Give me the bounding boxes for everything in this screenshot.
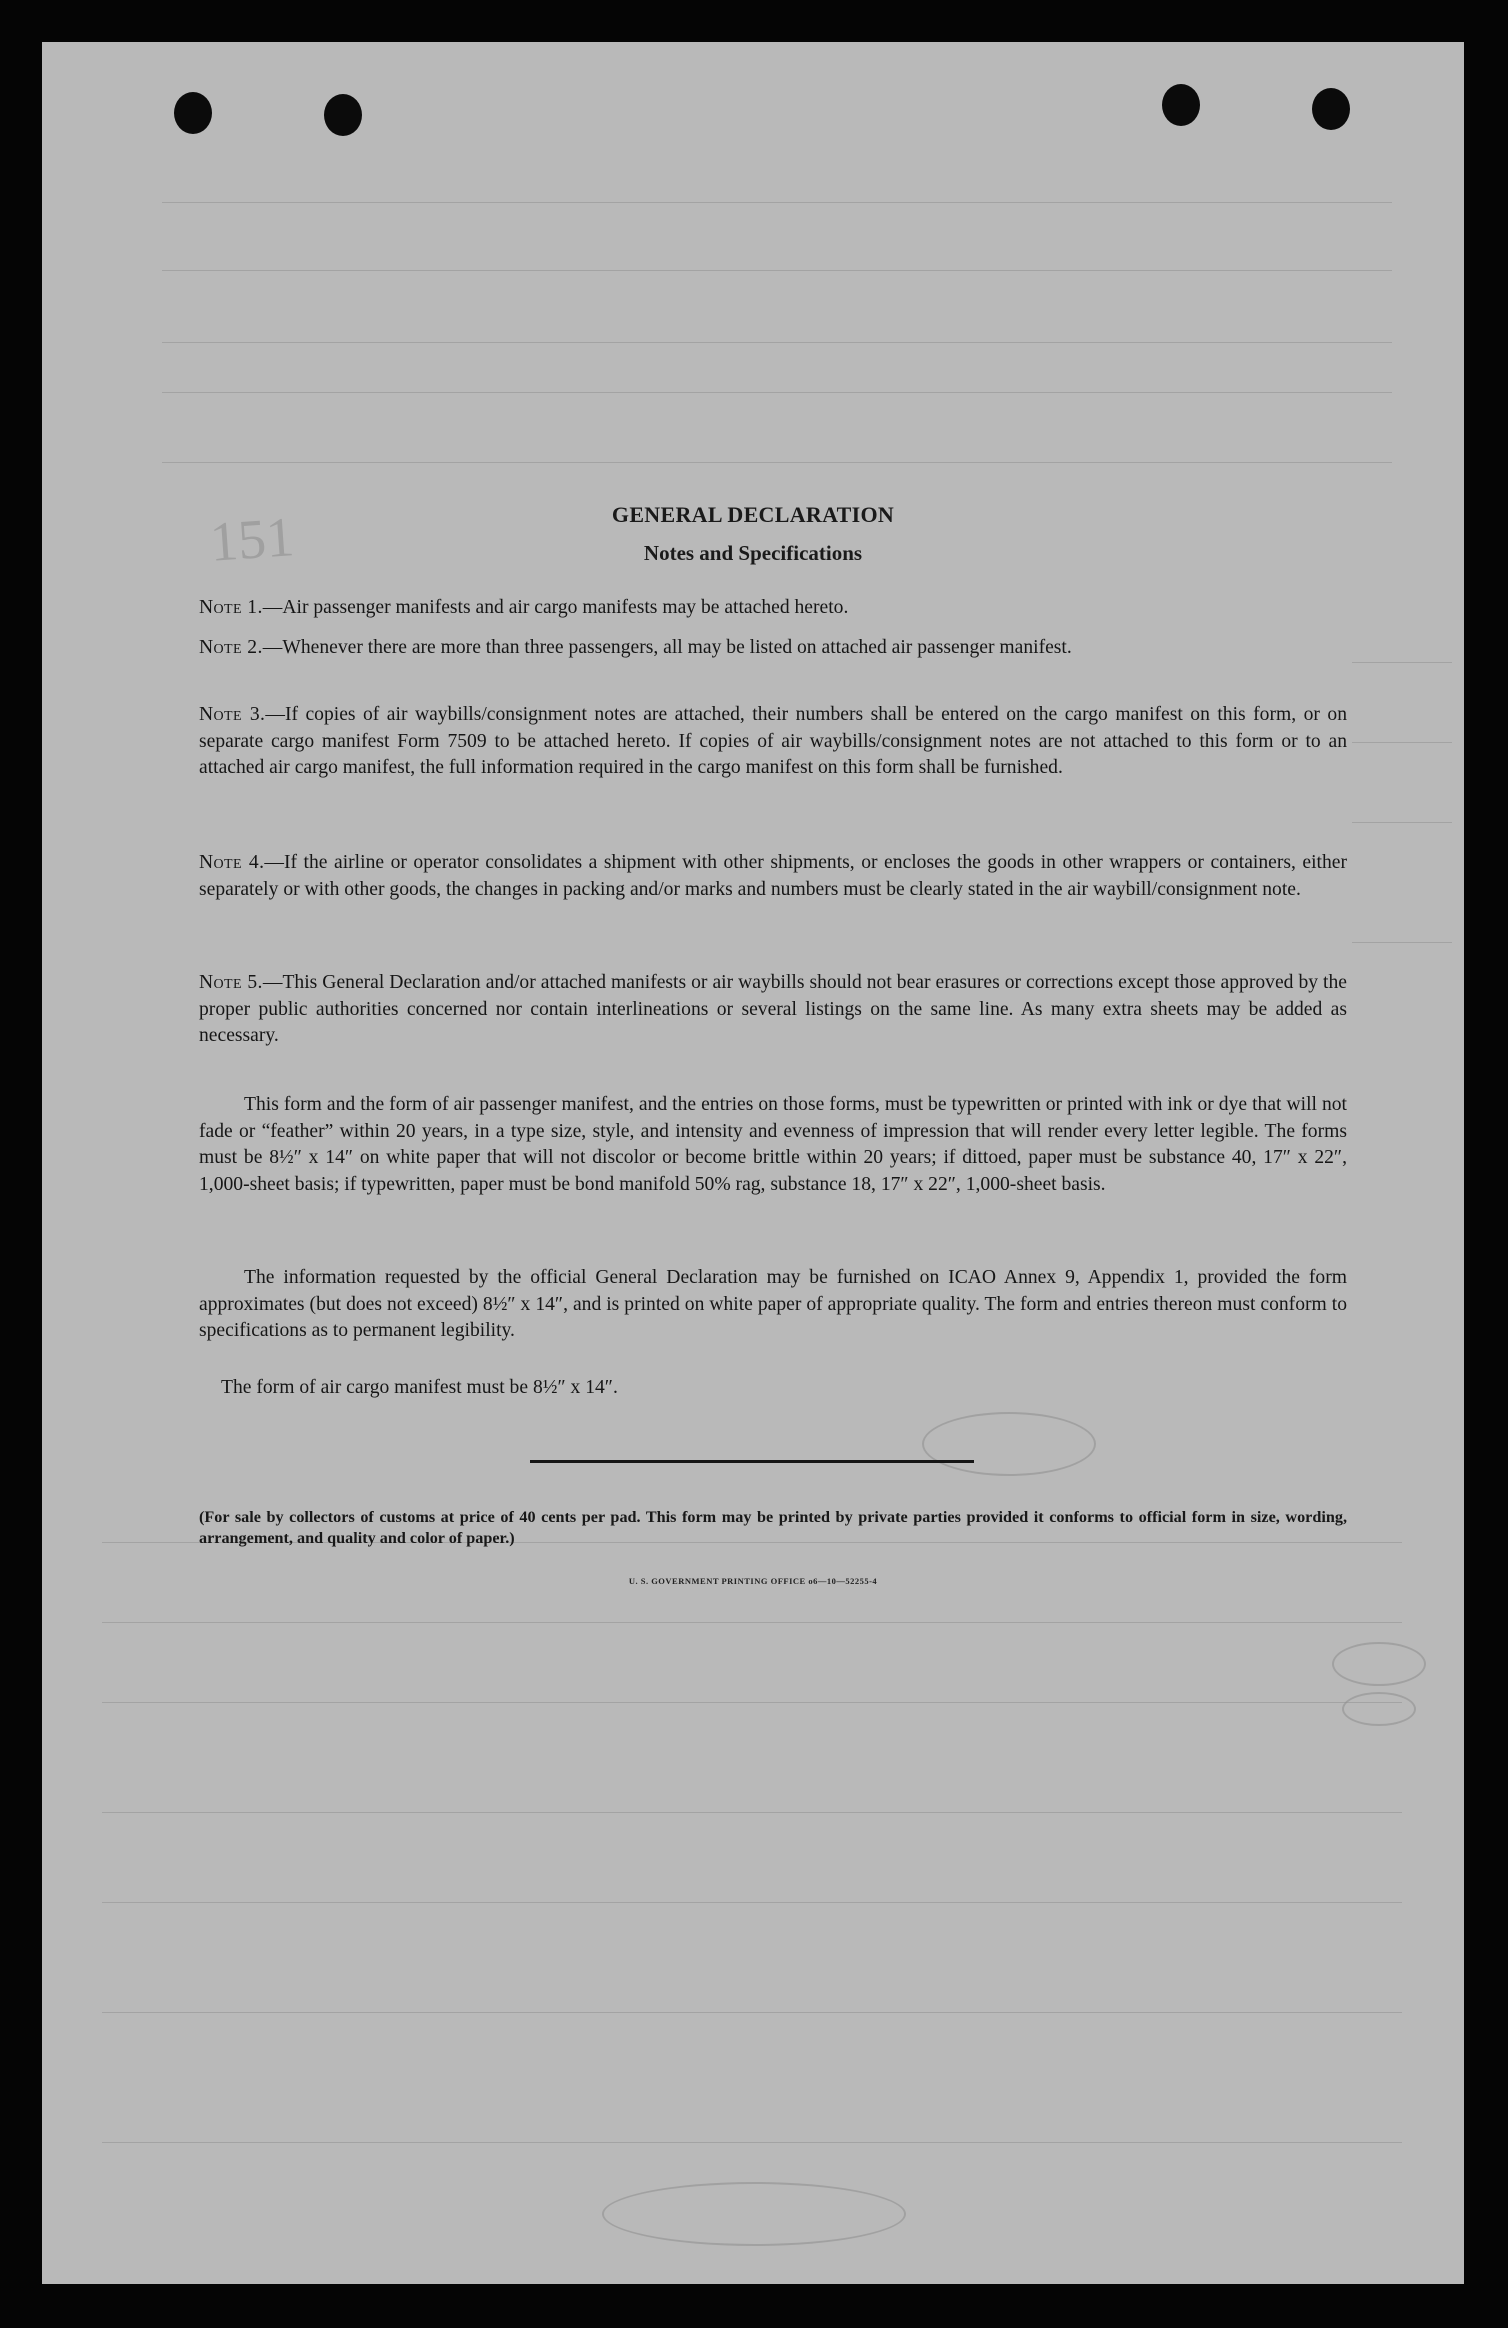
note-text: —Air passenger manifests and air cargo manifests may be attached hereto.	[262, 597, 849, 618]
note-text: —Whenever there are more than three passengers, all may be listed on attached air passenger manifest.	[262, 637, 1072, 658]
sale-note: (For sale by collectors of customs at price of 40 cents per pad. This form may be printed by private parties provided it conforms to official form in size, wording, arrangement, and quality and color of paper.)	[199, 1508, 1347, 1547]
punch-hole	[324, 94, 362, 136]
note-label: Note 5.	[199, 972, 263, 993]
note-label: Note 3.	[199, 704, 266, 725]
punch-hole	[1312, 88, 1350, 130]
document-sheet	[42, 42, 1464, 2284]
note-5	[199, 970, 1347, 1050]
note-1	[199, 595, 1347, 622]
cargo-manifest-size-paragraph: The form of air cargo manifest must be 8½″ x 14″.	[221, 1377, 618, 1398]
note-4	[199, 850, 1347, 903]
note-label: Note 2.	[199, 637, 263, 658]
note-text: —If copies of air waybills/consignment notes are attached, their numbers shall be entered on the cargo manifest on this form, or on separate cargo manifest Form 7509 to be attached hereto. If copies of air waybills/consignment notes are not attached to this form or to an attached air cargo manifest, the full information required in the cargo manifest on this form shall be furnished.	[199, 704, 1347, 778]
note-text: —If the airline or operator consolidates a shipment with other shipments, or encloses the goods in other wrappers or containers, either separately or with other goods, the changes in packing and/or marks and numbers must be clearly stated in the air waybill/consignment note.	[199, 852, 1347, 900]
note-3	[199, 702, 1347, 782]
printing-office-line: U. S. GOVERNMENT PRINTING OFFICE o6—10—52255-4	[628, 1576, 878, 1586]
page-title: GENERAL DECLARATION	[611, 502, 895, 527]
punch-hole	[1162, 84, 1200, 126]
note-label: Note 1.	[199, 597, 263, 618]
note-text: —This General Declaration and/or attached manifests or air waybills should not bear erasures or corrections except those approved by the proper public authorities concerned nor contain interlineations or several listings on the same line. As many extra sheets may be added as necessary.	[199, 972, 1347, 1046]
bleed-through-number: 151	[207, 506, 297, 574]
divider	[530, 1460, 974, 1463]
punch-hole	[174, 92, 212, 134]
form-requirements-paragraph: This form and the form of air passenger manifest, and the entries on those forms, must be typewritten or printed with ink or dye that will not fade or “feather” within 20 years, in a type size, style, and intensity and evenness of impression that will render every letter legible. The forms must be 8½″ x 14″ on white paper that will not discolor or become brittle within 20 years; if dittoed, paper must be substance 40, 17″ x 22″, 1,000-sheet basis; if typewritten, paper must be bond manifold 50% rag, substance 18, 17″ x 22″, 1,000-sheet basis.	[199, 1094, 1347, 1195]
page-subtitle: Notes and Specifications	[643, 541, 863, 565]
icao-paragraph: The information requested by the official General Declaration may be furnished on ICAO Annex 9, Appendix 1, provided the form approximates (but does not exceed) 8½″ x 14″, and is printed on white paper of appropriate quality. The form and entries thereon must conform to specifications as to permanent legibility.	[199, 1267, 1347, 1341]
note-label: Note 4.	[199, 852, 265, 873]
note-2	[199, 635, 1347, 662]
